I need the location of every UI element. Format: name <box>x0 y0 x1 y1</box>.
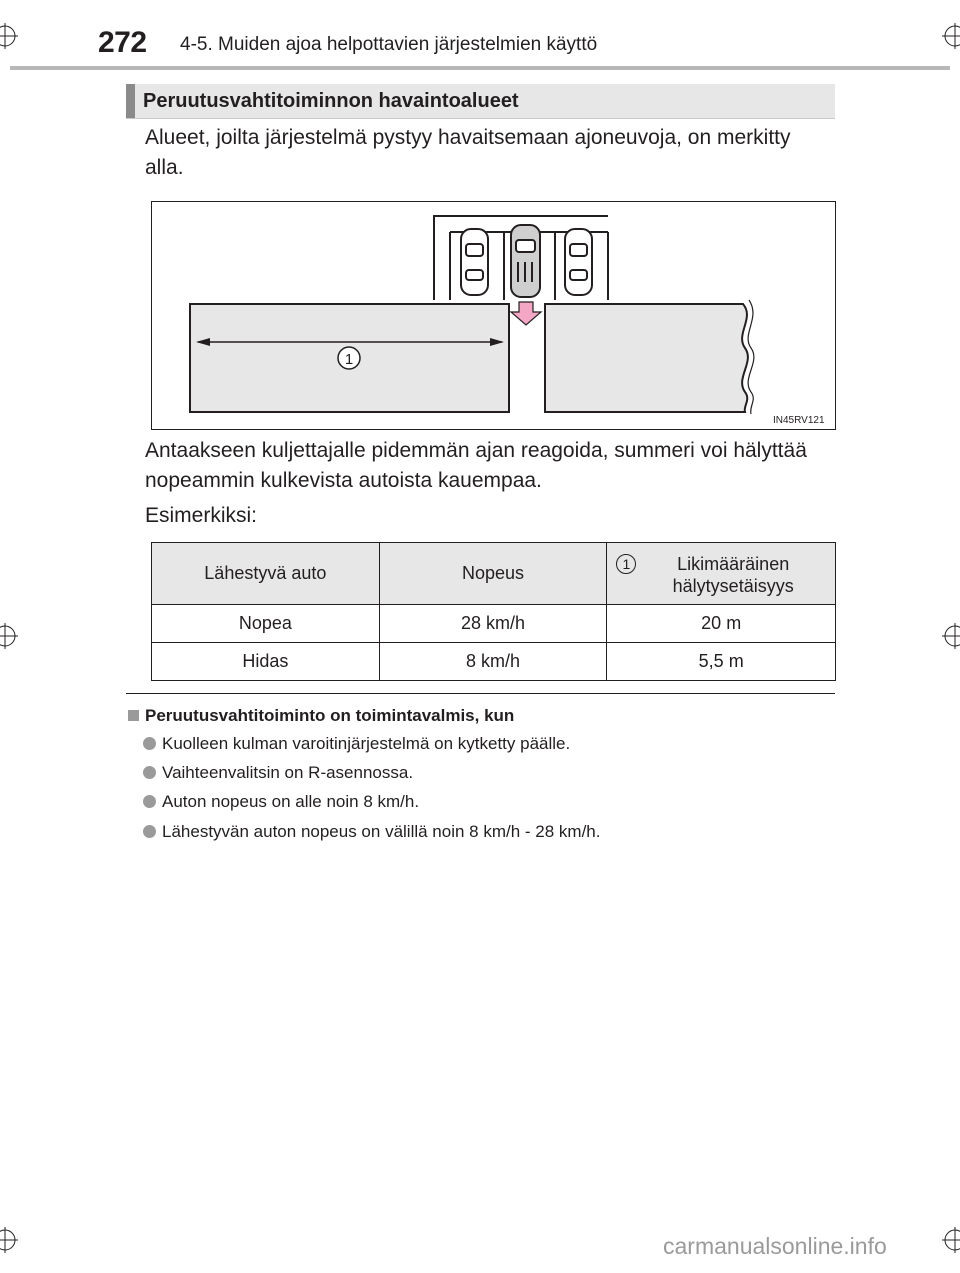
table-header-row <box>152 543 836 605</box>
column-header-line: hälytysetäisyys <box>672 576 794 596</box>
list-item-text: Vaihteenvalitsin on R-asennossa. <box>162 763 414 782</box>
section-title: Peruutusvahtitoiminnon havaintoalueet <box>143 90 519 112</box>
own-car-icon <box>511 225 540 297</box>
column-header: Nopeus <box>379 543 607 605</box>
running-title: 4-5. Muiden ajoa helpottavien järjestelmien käyttö <box>180 34 598 55</box>
warning-distance-table <box>151 542 836 681</box>
car-icon <box>461 229 488 295</box>
table-cell: 28 km/h <box>379 605 607 643</box>
list-item <box>143 763 413 783</box>
example-label: Esimerkiksi: <box>145 504 258 527</box>
callout-badge: 1 <box>616 554 636 574</box>
footer-watermark: carmanualsonline.info <box>663 1233 887 1259</box>
list-item-text: Auton nopeus on alle noin 8 km/h. <box>162 792 420 811</box>
table-row <box>152 605 836 643</box>
list-item <box>143 792 419 812</box>
car-icon <box>565 229 592 295</box>
conditions-heading-text: Peruutusvahtitoiminto on toimintavalmis, kun <box>145 706 515 725</box>
column-header-distance <box>607 543 836 605</box>
table-cell: Hidas <box>152 643 380 681</box>
column-header: Lähestyvä auto <box>152 543 380 605</box>
list-item-text: Lähestyvän auton nopeus on välillä noin 8 km/h - 28 km/h. <box>162 822 601 841</box>
conditions-heading <box>128 706 514 726</box>
intro-line-2: alla. <box>145 156 184 179</box>
callout-label: 1 <box>344 351 354 368</box>
detection-area-figure <box>151 201 836 430</box>
table-cell: Nopea <box>152 605 380 643</box>
table-cell: 20 m <box>607 605 836 643</box>
list-item <box>143 734 570 754</box>
section-heading <box>126 84 835 119</box>
crop-mark-icon <box>942 1227 960 1253</box>
list-item <box>143 822 601 842</box>
crop-mark-icon <box>942 23 960 49</box>
list-item-text: Kuolleen kulman varoitinjärjestelmä on kytketty päälle. <box>162 734 571 753</box>
section-accent <box>126 84 135 118</box>
bullet-icon <box>143 737 156 750</box>
square-bullet-icon <box>128 710 139 721</box>
right-detection-zone <box>545 304 748 412</box>
crop-mark-icon <box>942 623 960 649</box>
figure-code: IN45RV121 <box>773 415 825 426</box>
intro-line-1: Alueet, joilta järjestelmä pystyy havaitsemaan ajoneuvoja, on merkitty <box>145 126 791 149</box>
crop-mark-icon <box>0 23 18 49</box>
conditions-rule <box>126 693 835 694</box>
header-rule <box>10 66 950 70</box>
explanation-line-1: Antaakseen kuljettajalle pidemmän ajan reagoida, summeri voi hälyttää <box>145 439 807 462</box>
table-cell: 8 km/h <box>379 643 607 681</box>
crop-mark-icon <box>0 623 18 649</box>
table-cell: 5,5 m <box>607 643 836 681</box>
column-header-line: Likimääräinen <box>677 554 790 574</box>
page-number: 272 <box>98 26 147 59</box>
bullet-icon <box>143 766 156 779</box>
explanation-line-2: nopeammin kulkevista autoista kauempaa. <box>145 469 542 492</box>
bullet-icon <box>143 795 156 808</box>
table-row <box>152 643 836 681</box>
crop-mark-icon <box>0 1227 18 1253</box>
bullet-icon <box>143 825 156 838</box>
parking-diagram <box>152 202 835 429</box>
reverse-arrow-icon <box>511 302 541 325</box>
